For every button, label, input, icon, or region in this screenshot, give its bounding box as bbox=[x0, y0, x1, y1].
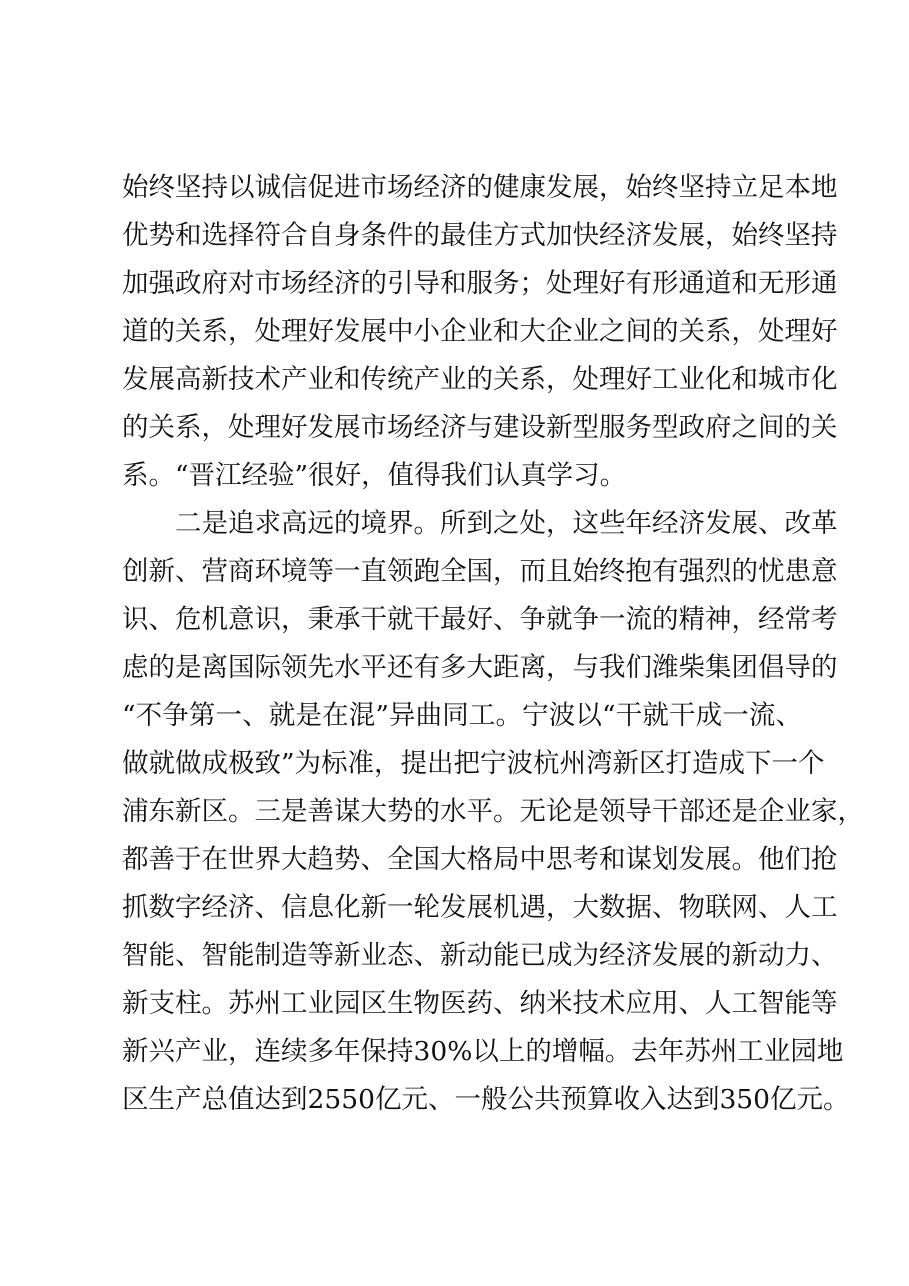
body-text bbox=[122, 164, 864, 1124]
text-line: 都善于在世界大趋势、全国大格局中思考和谋划发展。他们抢 bbox=[122, 844, 838, 875]
paragraph-first-line: 二是追求高远的境界。所到之处，这些年经济发展、改革 bbox=[175, 508, 838, 539]
text-line: 加强政府对市场经济的引导和服务；处理好有形通道和无形通 bbox=[122, 268, 838, 299]
text-line: 区生产总值达到2550亿元、一般公共预算收入达到350亿元。 bbox=[122, 1084, 850, 1115]
text-line: 识、危机意识，秉承干就干最好、争就争一流的精神，经常考 bbox=[122, 604, 838, 635]
text-line: 抓数字经济、信息化新一轮发展机遇，大数据、物联网、人工 bbox=[122, 892, 838, 923]
text-line: 新支柱。苏州工业园区生物医药、纳米技术应用、人工智能等 bbox=[122, 988, 838, 1019]
text-line: 系。“晋江经验”很好，值得我们认真学习。 bbox=[122, 460, 627, 491]
text-line: 虑的是离国际领先水平还有多大距离，与我们潍柴集团倡导的 bbox=[122, 652, 838, 683]
text-line: 智能、智能制造等新业态、新动能已成为经济发展的新动力、 bbox=[122, 940, 838, 971]
text-line: 浦东新区。三是善谋大势的水平。无论是领导干部还是企业家， bbox=[122, 796, 864, 827]
text-line: 道的关系，处理好发展中小企业和大企业之间的关系，处理好 bbox=[122, 316, 838, 347]
text-line: 发展高新技术产业和传统产业的关系，处理好工业化和城市化 bbox=[122, 364, 838, 395]
text-line: “不争第一、就是在混”异曲同工。宁波以“干就干成一流、 bbox=[122, 700, 802, 731]
text-line: 的关系，处理好发展市场经济与建设新型服务型政府之间的关 bbox=[122, 412, 838, 443]
text-line: 做就做成极致”为标准，提出把宁波杭州湾新区打造成下一个 bbox=[122, 748, 825, 779]
text-line: 新兴产业，连续多年保持30%以上的增幅。去年苏州工业园地 bbox=[122, 1036, 844, 1067]
text-line: 创新、营商环境等一直领跑全国，而且始终抱有强烈的忧患意 bbox=[122, 556, 838, 587]
text-line: 始终坚持以诚信促进市场经济的健康发展，始终坚持立足本地 bbox=[122, 172, 838, 203]
text-line: 优势和选择符合自身条件的最佳方式加快经济发展，始终坚持 bbox=[122, 220, 838, 251]
